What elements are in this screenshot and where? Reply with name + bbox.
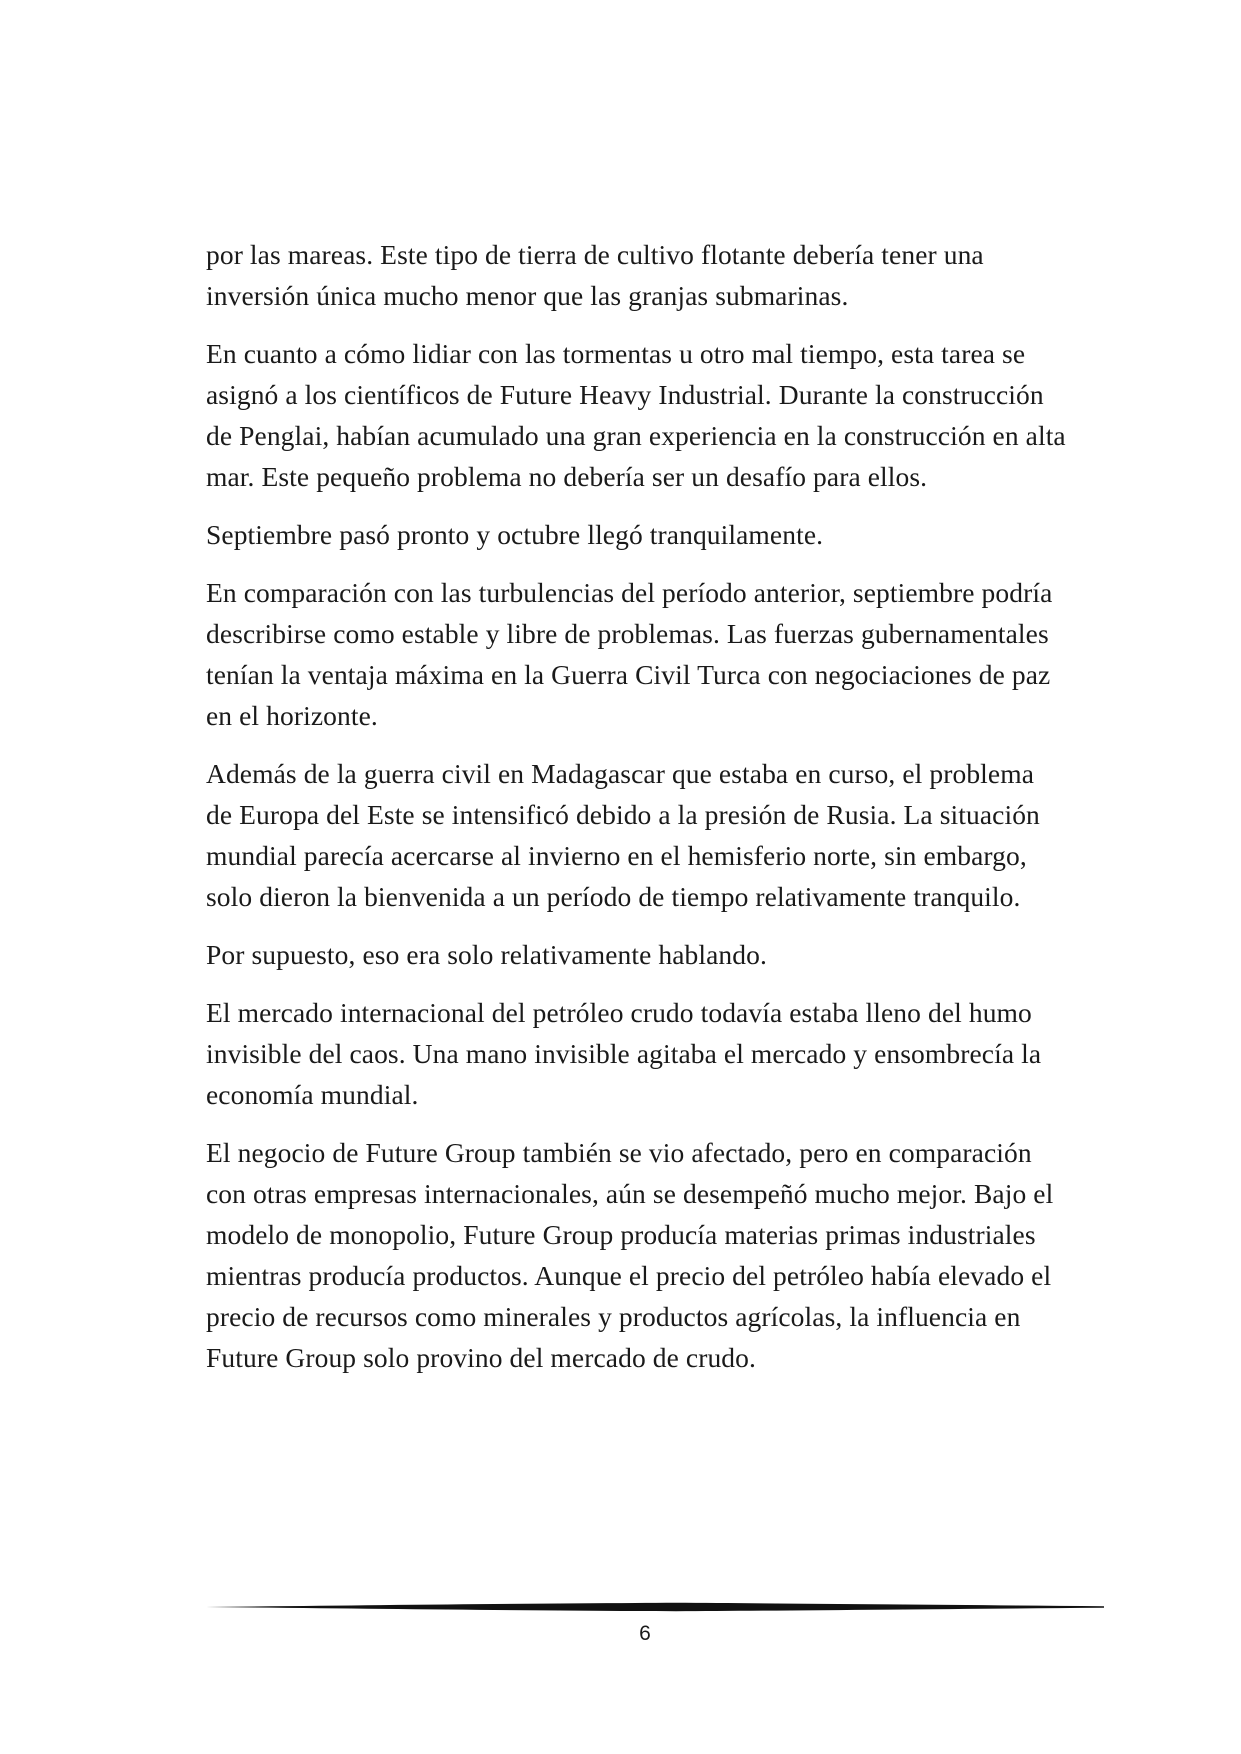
footer-divider — [206, 1601, 1104, 1613]
paragraph-3: Septiembre pasó pronto y octubre llegó tranquilamente. — [206, 519, 824, 550]
paragraph-8: El negocio de Future Group también se vio afectado, pero en comparación con otras empresas internacionales, aún se desempeñó mucho mejor. Bajo el modelo de monopolio, Future Group producía materias primas industriales mientras producía productos. Aunque el precio del petróleo había elevado el precio de recursos como minerales y productos agrícolas, la influencia en Future Group solo provino del mercado de crudo. — [206, 1137, 1054, 1373]
paragraph-6: Por supuesto, eso era solo relativamente hablando. — [206, 939, 767, 970]
paragraph-7: El mercado internacional del petróleo crudo todavía estaba lleno del humo invisible del caos. Una mano invisible agitaba el mercado y ensombrecía la economía mundial. — [206, 997, 1042, 1110]
paragraph-5: Además de la guerra civil en Madagascar que estaba en curso, el problema de Europa del Este se intensificó debido a la presión de Rusia. La situación mundial parecía acercarse al invierno en el hemisferio norte, sin embargo, solo dieron la bienvenida a un período de tiempo relativamente tranquilo. — [206, 758, 1040, 912]
page-number: 6 — [639, 1622, 651, 1645]
page-body — [206, 234, 1066, 1395]
paragraph-2: En cuanto a cómo lidiar con las tormentas u otro mal tiempo, esta tarea se asignó a los científicos de Future Heavy Industrial. Durante la construcción de Penglai, habían acumulado una gran experiencia en la construcción en alta mar. Este pequeño problema no debería ser un desafío para ellos. — [206, 338, 1066, 492]
paragraph-4: En comparación con las turbulencias del período anterior, septiembre podría describirse como estable y libre de problemas. Las fuerzas gubernamentales tenían la ventaja máxima en la Guerra Civil Turca con negociaciones de paz en el horizonte. — [206, 577, 1053, 731]
paragraph-1: por las mareas. Este tipo de tierra de cultivo flotante debería tener una inversión única mucho menor que las granjas submarinas. — [206, 239, 984, 311]
